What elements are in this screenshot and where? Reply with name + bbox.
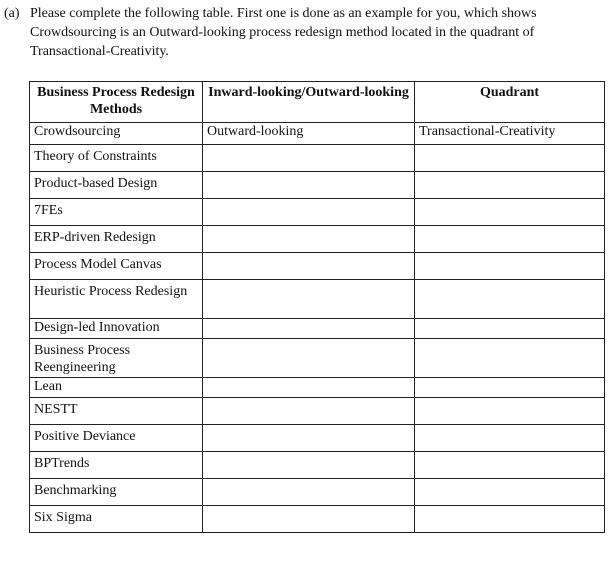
method-cell: Crowdsourcing xyxy=(30,123,203,145)
method-cell: NESTT xyxy=(30,398,203,425)
method-cell: Heuristic Process Redesign xyxy=(30,280,203,319)
table-header-row xyxy=(30,82,605,123)
method-cell: BPTrends xyxy=(30,452,203,479)
table-row xyxy=(30,123,605,145)
looking-cell[interactable] xyxy=(203,145,415,172)
quadrant-cell[interactable] xyxy=(415,378,605,398)
redesign-methods-table xyxy=(29,81,605,533)
table-row xyxy=(30,199,605,226)
method-cell: ERP-driven Redesign xyxy=(30,226,203,253)
quadrant-cell[interactable] xyxy=(415,339,605,378)
table-row xyxy=(30,378,605,398)
looking-cell[interactable] xyxy=(203,172,415,199)
looking-cell[interactable] xyxy=(203,319,415,339)
looking-cell[interactable]: Outward-looking xyxy=(203,123,415,145)
looking-cell[interactable] xyxy=(203,280,415,319)
looking-cell[interactable] xyxy=(203,506,415,533)
method-cell: Benchmarking xyxy=(30,479,203,506)
header-methods: Business Process Redesign Methods xyxy=(30,82,203,123)
table-row xyxy=(30,145,605,172)
method-cell: Lean xyxy=(30,378,203,398)
looking-cell[interactable] xyxy=(203,378,415,398)
method-cell: Process Model Canvas xyxy=(30,253,203,280)
table-row xyxy=(30,226,605,253)
method-cell: Business Process Reengineering xyxy=(30,339,203,378)
header-looking: Inward-looking/Outward-looking xyxy=(203,82,415,123)
method-cell: Theory of Constraints xyxy=(30,145,203,172)
question-block xyxy=(4,4,604,61)
quadrant-cell[interactable] xyxy=(415,398,605,425)
looking-cell[interactable] xyxy=(203,199,415,226)
method-cell: Positive Deviance xyxy=(30,425,203,452)
table-row xyxy=(30,398,605,425)
quadrant-cell[interactable] xyxy=(415,425,605,452)
table-row xyxy=(30,452,605,479)
looking-cell[interactable] xyxy=(203,253,415,280)
quadrant-cell[interactable]: Transactional-Creativity xyxy=(415,123,605,145)
table-row xyxy=(30,339,605,378)
quadrant-cell[interactable] xyxy=(415,253,605,280)
table-row xyxy=(30,506,605,533)
question-text: Please complete the following table. First one is done as an example for you, which shows Crowdsourcing is an Outward-looking process redesign method located in the quadrant of Transactional-Creativity. xyxy=(30,6,537,59)
quadrant-cell[interactable] xyxy=(415,280,605,319)
table-row xyxy=(30,253,605,280)
quadrant-cell[interactable] xyxy=(415,145,605,172)
quadrant-cell[interactable] xyxy=(415,199,605,226)
table-row xyxy=(30,479,605,506)
looking-cell[interactable] xyxy=(203,339,415,378)
quadrant-cell[interactable] xyxy=(415,452,605,479)
quadrant-cell[interactable] xyxy=(415,506,605,533)
header-quadrant: Quadrant xyxy=(415,82,605,123)
method-cell: Product-based Design xyxy=(30,172,203,199)
table-row xyxy=(30,425,605,452)
question-label: (a) xyxy=(4,6,20,21)
table-row xyxy=(30,319,605,339)
table-row xyxy=(30,172,605,199)
quadrant-cell[interactable] xyxy=(415,172,605,199)
looking-cell[interactable] xyxy=(203,226,415,253)
looking-cell[interactable] xyxy=(203,479,415,506)
looking-cell[interactable] xyxy=(203,425,415,452)
quadrant-cell[interactable] xyxy=(415,319,605,339)
looking-cell[interactable] xyxy=(203,398,415,425)
looking-cell[interactable] xyxy=(203,452,415,479)
method-cell: 7FEs xyxy=(30,199,203,226)
table-row xyxy=(30,280,605,319)
quadrant-cell[interactable] xyxy=(415,479,605,506)
method-cell: Six Sigma xyxy=(30,506,203,533)
method-cell: Design-led Innovation xyxy=(30,319,203,339)
quadrant-cell[interactable] xyxy=(415,226,605,253)
